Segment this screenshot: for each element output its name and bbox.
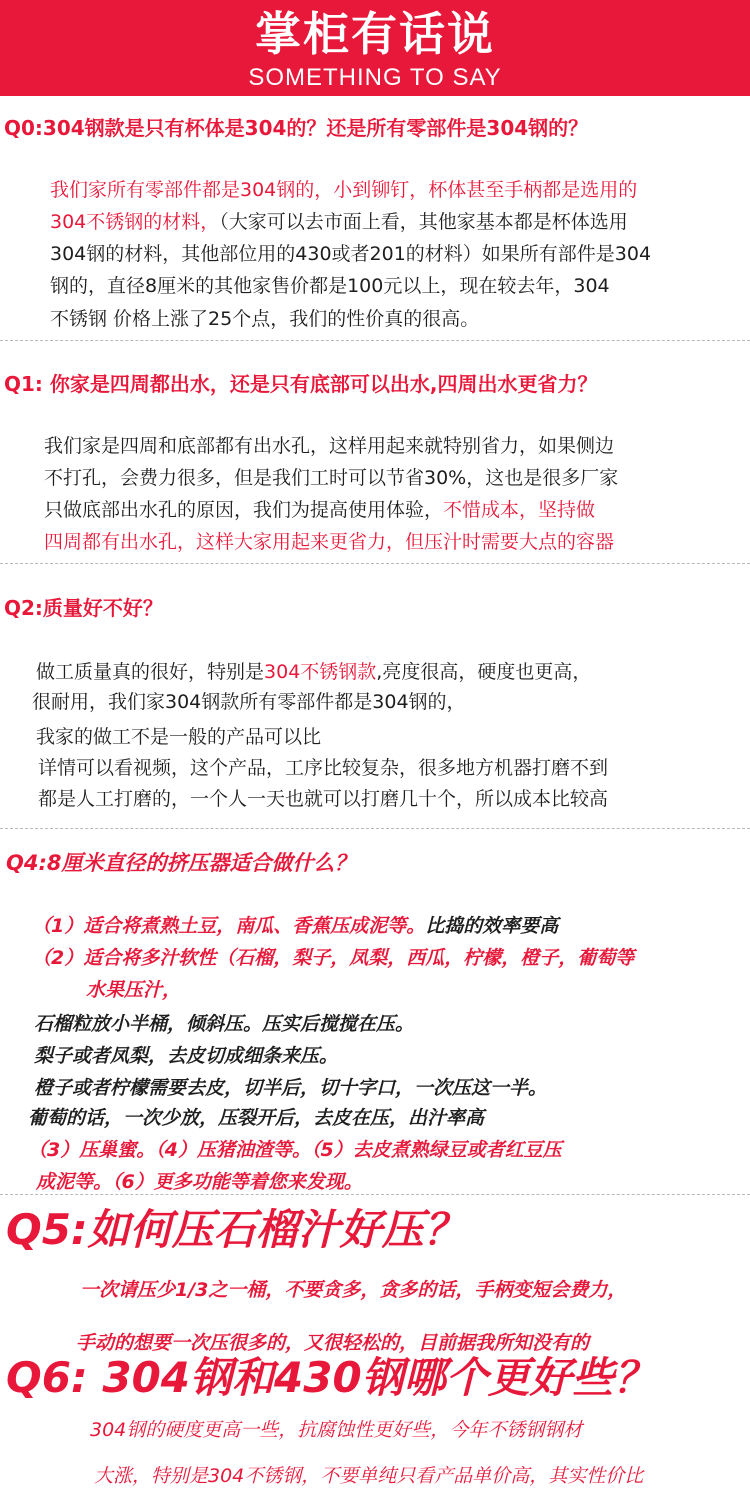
banner-title: 掌柜有话说 — [255, 7, 495, 61]
question-q1: Q1: 你家是四周都出水，还是只有底部可以出水,四周出水更省力？ — [4, 372, 598, 396]
q0-answer-line-1: 我们家所有零部件都是304钢的，小到铆钉，杯体甚至手柄都是选用的 — [50, 179, 638, 201]
q0-answer-line-2 — [50, 210, 628, 234]
question-q5: Q5:如何压石榴汁好压？ — [6, 1205, 466, 1254]
q4-answer-line-1 — [32, 914, 558, 938]
q2-answer-line-5: 都是人工打磨的，一个人一天也就可以打磨几十个，所以成本比较高 — [38, 788, 609, 810]
q5-answer-line-2: 手动的想要一次压很多的，又很轻松的，目前据我所知没有的 — [76, 1332, 590, 1354]
q1-answer-line-2: 不打孔，会费力很多，但是我们工时可以节省30%，这也是很多厂家 — [44, 467, 619, 489]
q6-answer-line-1: 304钢的硬度更高一些，抗腐蚀性更好些，今年不锈钢钢材 — [90, 1419, 583, 1441]
q0-answer-highlight: 304不锈钢的材料， — [50, 211, 220, 233]
q4-answer-item-1-note: 比捣的效率要高 — [425, 915, 559, 937]
q4-answer-line-2: （2）适合将多汁软性（石榴，梨子，凤梨，西瓜，柠檬，橙子，葡萄等 — [32, 947, 635, 969]
q2-answer-line-1-text: 做工质量真的很好，特别是 — [36, 661, 265, 683]
question-q4: Q4:8厘米直径的挤压器适合做什么？ — [6, 851, 356, 875]
divider — [0, 563, 750, 564]
q5-answer-line-1: 一次请压少1/3之一桶，不要贪多，贪多的话，手柄变短会费力， — [80, 1279, 627, 1301]
q1-answer-highlight: 不惜成本，坚持做 — [443, 499, 596, 521]
q2-answer-line-1 — [36, 660, 591, 684]
q0-answer-line-2-rest: （大家可以去市面上看，其他家基本都是杯体选用 — [219, 211, 628, 233]
q0-answer-line-5: 不锈钢 价格上涨了25个点，我们的性价真的很高。 — [50, 308, 480, 330]
question-q0: Q0:304钢款是只有杯体是304的？还是所有零部件是304钢的？ — [4, 116, 589, 140]
q4-answer-line-7: 葡萄的话，一次少放，压裂开后，去皮在压，出汁率高 — [28, 1107, 485, 1129]
divider — [0, 828, 750, 829]
q4-answer-line-3: 水果压汁， — [86, 979, 182, 1001]
q0-answer-line-4: 钢的，直径8厘米的其他家售价都是100元以上，现在较去年，304 — [50, 275, 610, 297]
q2-answer-line-2: 很耐用，我们家304钢款所有零部件都是304钢的， — [32, 691, 466, 713]
divider — [0, 340, 750, 341]
q6-answer-line-2: 大涨，特别是304不锈钢，不要单纯只看产品单价高，其实性价比 — [94, 1465, 644, 1487]
question-q6: Q6: 304钢和430钢哪个更好些？ — [6, 1353, 656, 1402]
q2-answer-line-1-rest: ,亮度很高，硬度也更高， — [376, 661, 592, 683]
q4-answer-line-8: （3）压巢蜜。（4）压猪油渣等。（5）去皮煮熟绿豆或者红豆压 — [28, 1139, 562, 1161]
q0-answer-line-3: 304钢的材料，其他部位用的430或者201的材料）如果所有部件是304 — [50, 243, 652, 265]
q4-answer-line-6: 橙子或者柠檬需要去皮，切半后，切十字口，一次压这一半。 — [34, 1077, 548, 1099]
q2-answer-line-4: 详情可以看视频，这个产品，工序比较复杂，很多地方机器打磨不到 — [38, 757, 609, 779]
header-banner — [0, 0, 750, 96]
banner-subtitle: SOMETHING TO SAY — [248, 64, 502, 91]
q1-answer-line-4: 四周都有出水孔，这样大家用起来更省力，但压汁时需要大点的容器 — [44, 531, 615, 553]
q4-answer-line-4: 石榴粒放小半桶，倾斜压。压实后搅搅在压。 — [34, 1013, 415, 1035]
q1-answer-line-3 — [44, 498, 595, 522]
q2-answer-highlight: 304不锈钢款 — [264, 661, 377, 683]
q2-answer-line-3: 我家的做工不是一般的产品可以比 — [36, 726, 322, 748]
divider — [0, 1194, 750, 1195]
question-q2: Q2:质量好不好？ — [4, 596, 163, 620]
q4-answer-item-1: （1）适合将煮熟土豆，南瓜、香蕉压成泥等。 — [32, 915, 426, 937]
q4-answer-line-5: 梨子或者凤梨，去皮切成细条来压。 — [34, 1045, 339, 1067]
q1-answer-line-3-text: 只做底部出水孔的原因，我们为提高使用体验， — [44, 499, 444, 521]
q1-answer-line-1: 我们家是四周和底部都有出水孔，这样用起来就特别省力，如果侧边 — [44, 435, 615, 457]
q4-answer-line-9: 成泥等。（6）更多功能等着您来发现。 — [36, 1171, 363, 1193]
